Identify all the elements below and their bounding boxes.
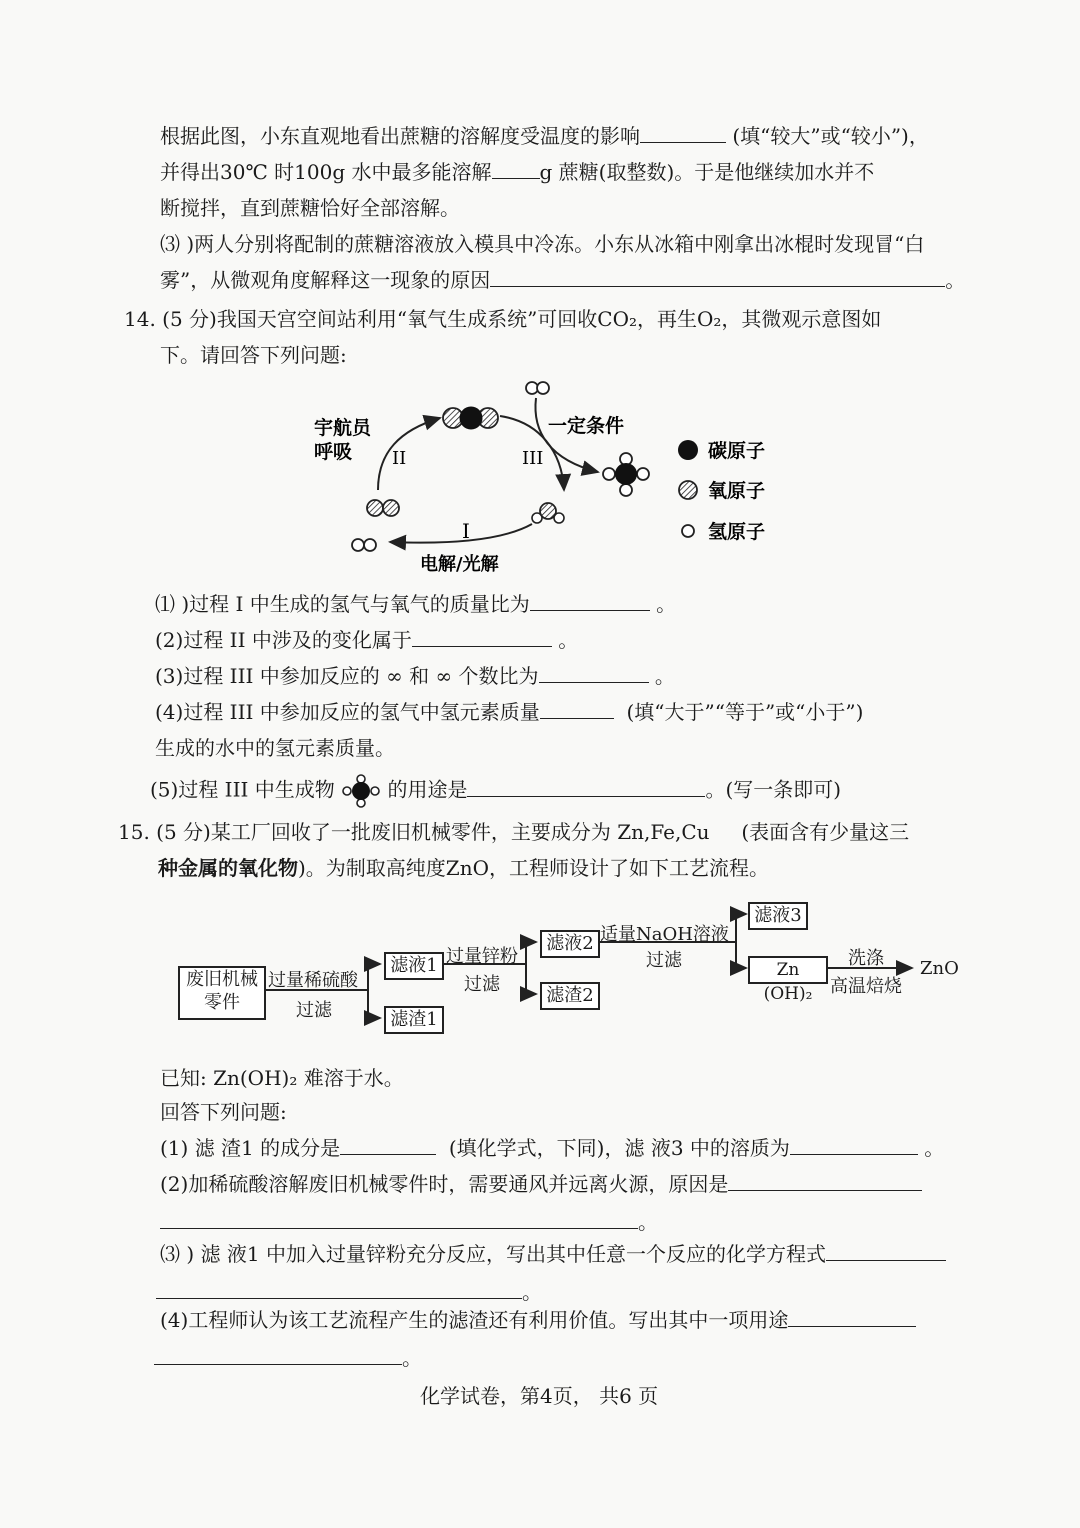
q15-sub-text: (1) 滤 渣1 的成分是 <box>160 1136 341 1160</box>
label-step2-filter: 过滤 <box>464 974 500 995</box>
q14-sub-text: (填“大于”“等于”或“小于”) <box>626 700 864 724</box>
q15-sub-text: (4)工程师认为该工艺流程产生的滤渣还有利用价值。写出其中一项用途 <box>160 1308 789 1332</box>
q15-stem-bold: 种金属的氧化物 <box>158 856 298 880</box>
q13-text: 并得出30℃ 时100g 水中最多能溶解 <box>160 160 492 184</box>
label-roman-1: I <box>462 519 470 543</box>
q15-answer-header <box>160 1098 287 1126</box>
q15-stem: )。为制取高纯度ZnO，工程师设计了如下工艺流程。 <box>298 856 769 880</box>
box-residue1 <box>384 1006 444 1034</box>
q14-sub-text: ⑴ )过程 I 中生成的氢气与氧气的质量比为 <box>155 592 530 616</box>
period: 。 <box>945 268 966 292</box>
q15-text: 回答下列问题: <box>160 1100 287 1124</box>
q15-sub-3 <box>160 1240 946 1268</box>
q15-sub-text: (2)加稀硫酸溶解废旧机械零件时，需要通风并远离火源，原因是 <box>160 1172 729 1196</box>
label-step4-calcine: 高温焙烧 <box>830 976 902 997</box>
period: 。 <box>638 1210 658 1234</box>
box-residue2 <box>540 982 600 1010</box>
box-text: 滤液2 <box>546 933 594 954</box>
q13-text: 根据此图，小东直观地看出蔗糖的溶解度受温度的影响 <box>160 124 640 148</box>
box-text: 滤渣2 <box>546 985 594 1006</box>
page-footer: 化学试卷，第4页， 共6 页 <box>420 1384 659 1408</box>
q15-sub-3-cont <box>156 1278 542 1306</box>
q15-sub-4-cont <box>154 1344 422 1372</box>
label-roman-3: III <box>522 448 544 469</box>
q15-sub-4 <box>160 1306 916 1334</box>
box-znoh2 <box>748 956 828 1004</box>
q14-sub-text: 的用途是 <box>387 777 468 802</box>
box-text: Zn (OH)₂ <box>763 960 813 1004</box>
q14-sub-text: (3)过程 III 中参加反应的 ∞ 和 ∞ 个数比为 <box>155 664 539 688</box>
q15-stem: (表面含有少量这三 <box>741 820 910 844</box>
label-roman-2: II <box>392 448 407 469</box>
q14-sub-text: 。(写一条即可) <box>705 777 842 802</box>
answer-blank[interactable] <box>728 1170 922 1191</box>
q15-sub-2 <box>160 1170 922 1198</box>
q14-sub-text: (5)过程 III 中生成物 <box>150 777 335 802</box>
period: 。 <box>654 664 675 688</box>
q14-sub-text: (2)过程 II 中涉及的变化属于 <box>155 628 412 652</box>
answer-blank[interactable] <box>154 1344 402 1365</box>
box-text: 滤液1 <box>390 955 438 976</box>
q15-sub-1 <box>160 1134 944 1162</box>
label-step2-reagent: 过量锌粉 <box>446 946 518 967</box>
legend-carbon: 碳原子 <box>708 440 766 462</box>
answer-blank[interactable] <box>826 1240 946 1261</box>
q15-sub-text: (填化学式，下同)，滤 液3 中的溶质为 <box>448 1136 790 1160</box>
label-astronaut: 宇航员 <box>314 417 372 439</box>
answer-blank[interactable] <box>790 1134 918 1155</box>
box-text: 滤液3 <box>754 905 802 926</box>
period: 。 <box>924 1136 945 1160</box>
label-electrolysis: 电解/光解 <box>420 554 499 575</box>
q15-sub-text: ⑶ ) 滤 液1 中加入过量锌粉充分反应，写出其中任意一个反应的化学方程式 <box>160 1242 826 1266</box>
legend-oxygen: 氧原子 <box>708 480 766 502</box>
q13-text: (填“较大”或“较小”)， <box>732 124 929 148</box>
q14-sub-text: (4)过程 III 中参加反应的氢气中氢元素质量 <box>155 700 540 724</box>
label-breath: 呼吸 <box>314 441 353 463</box>
q13-text: ⑶ )两人分别将配制的蔗糖溶液放入模具中冷冻。小东从冰箱中刚拿出冰棍时发现冒“白 <box>160 232 925 256</box>
answer-blank[interactable] <box>788 1306 916 1327</box>
q15-known <box>160 1064 404 1092</box>
label-step3-reagent: 适量NaOH溶液 <box>600 924 729 945</box>
q14-stem: 下。请回答下列问题: <box>160 343 347 367</box>
q15-sub-2-cont <box>160 1208 658 1236</box>
label-step1-reagent: 过量稀硫酸 <box>268 970 358 991</box>
label-step3-filter: 过滤 <box>646 950 682 971</box>
q13-text: 雾”，从微观角度解释这一现象的原因 <box>160 268 491 292</box>
q14-sub-text: 生成的水中的氢元素质量。 <box>155 736 395 760</box>
label-condition: 一定条件 <box>548 415 625 437</box>
label-step1-filter: 过滤 <box>296 1000 332 1021</box>
q14-stem: 14. (5 分)我国天宫空间站利用“氧气生成系统”可回收CO₂，再生O₂，其微观示意图如 <box>124 307 882 331</box>
period: 。 <box>656 592 677 616</box>
period: 。 <box>402 1346 422 1370</box>
box-text: 废旧机械零件 <box>186 969 258 1013</box>
label-step4-wash: 洗涤 <box>848 948 884 969</box>
answer-blank[interactable] <box>160 1208 638 1229</box>
q13-text: g 蔗糖(取整数)。于是他继续加水并不 <box>539 160 875 184</box>
legend-hydrogen: 氢原子 <box>708 521 766 543</box>
period: 。 <box>522 1280 542 1304</box>
answer-blank[interactable] <box>340 1134 436 1155</box>
box-text: 滤渣1 <box>390 1009 438 1030</box>
period: 。 <box>558 628 579 652</box>
box-filtrate2 <box>540 930 600 958</box>
q13-text: 断搅拌，直到蔗糖恰好全部溶解。 <box>160 196 460 220</box>
q15-stem: 15. (5 分)某工厂回收了一批废旧机械零件，主要成分为 Zn,Fe,Cu <box>118 820 710 844</box>
box-filtrate1 <box>384 952 444 980</box>
label-product: ZnO <box>920 958 959 979</box>
box-scrap-parts <box>178 966 266 1020</box>
box-filtrate3 <box>748 902 808 930</box>
answer-blank[interactable] <box>156 1278 522 1299</box>
q15-text: 已知: Zn(OH)₂ 难溶于水。 <box>160 1066 404 1090</box>
